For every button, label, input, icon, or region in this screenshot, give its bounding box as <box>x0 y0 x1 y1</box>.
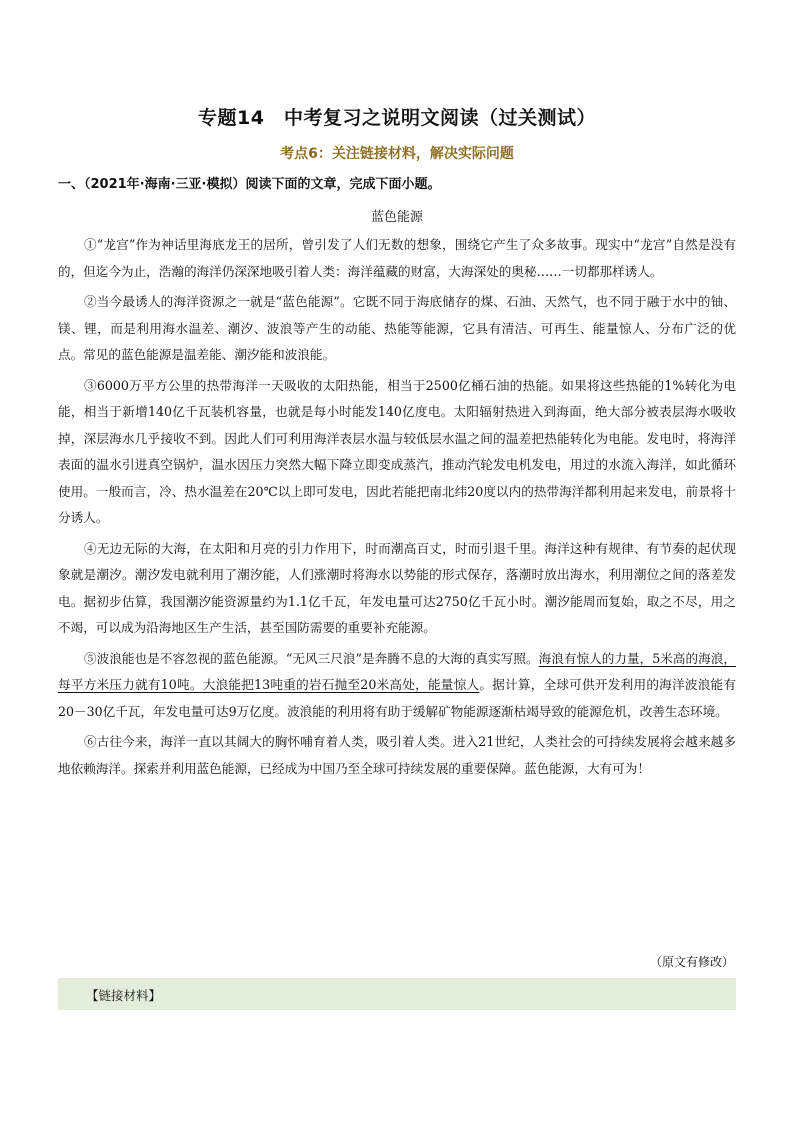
paragraph-5-intro: ⑤波浪能也是不容忽视的蓝色能源。“无风三尺浪”是奔腾不息的大海的真实写照。 <box>84 650 539 666</box>
paragraph-5 <box>58 646 736 726</box>
article-title: 蓝色能源 <box>370 210 423 225</box>
paragraph-3: ③6000万平方公里的热带海洋一天吸收的太阳热能，相当于2500亿桶石油的热能。如果将这些热能的1%转化为电能，相当于新增140亿千瓦装机容量，也就是每小时能发140亿度电。太阳辐射热进入到海面，绝大部分被表层海水吸收掉，深层海水几乎接收不到。因此人们可利用海洋表层水温与较低层水温之间的温差把热能转化为电能。发电时，将海洋表面的温水引进真空锅炉，温水因压力突然大幅下降立即变成蒸汽，推动汽轮发电机发电，用过的水流入海洋，如此循环使用。一般而言，冷、热水温差在20℃以上即可发电，因此若能把南北纬20度以内的热带海洋都利用起来发电，前景将十分诱人。 <box>58 377 736 525</box>
link-material-bar <box>58 978 736 1010</box>
source-note: （原文有修改） <box>649 955 734 969</box>
paragraph-5-rest: 。据计算，全球可供开发利用的海洋波浪能有20－30亿千瓦，年发电量可达9万亿度。波浪能的利用将有助于缓解矿物能源逐渐枯竭导致的能源危机，改善生态环境。 <box>58 677 736 719</box>
topic-subtitle: 考点6：关注链接材料，解决实际问题 <box>280 146 514 162</box>
paragraph-6: ⑥古往今来，海洋一直以其阔大的胸怀哺育着人类，吸引着人类。进入21世纪，人类社会的可持续发展将会越来越多地依赖海洋。探索并利用蓝色能源，已经成为中国乃至全球可持续发展的重要保障。蓝色能源，大有可为！ <box>58 734 736 776</box>
page-title: 专题14 中考复习之说明文阅读（过关测试） <box>198 107 596 129</box>
article-body <box>58 232 736 786</box>
link-material-label: 【链接材料】 <box>86 988 162 1003</box>
underlined-sentence: 海浪有惊人的力量，5米高的海浪，每平方米压力就有10吨。大浪能把13吨重的岩石抛至20米高处，能量惊人 <box>58 650 736 692</box>
question-stem: 一、（2021年·海南·三亚·模拟）阅读下面的文章，完成下面小题。 <box>58 177 441 192</box>
paragraph-4: ④无边无际的大海，在太阳和月亮的引力作用下，时而潮高百丈，时而引退千里。海洋这种有规律、有节奏的起伏现象就是潮汐。潮汐发电就利用了潮汐能，人们涨潮时将海水以势能的形式保存，落潮时放出海水，利用潮位之间的落差发电。据初步估算，我国潮汐能资源量约为1.1亿千瓦，年发电量可达2750亿千瓦小时。潮汐能周而复始，取之不尽，用之不竭，可以成为沿海地区生产生活，甚至国防需要的重要补充能源。 <box>58 540 736 635</box>
paragraph-2: ②当今最诱人的海洋资源之一就是“蓝色能源”。它既不同于海底储存的煤、石油、天然气，也不同于融于水中的铀、镁、锂，而是利用海水温差、潮汐、波浪等产生的动能、热能等能源，它具有清洁、可再生、能量惊人、分布广泛的优点。常见的蓝色能源是温差能、潮汐能和波浪能。 <box>58 294 736 362</box>
paragraph-1: ①“龙宫”作为神话里海底龙王的居所，曾引发了人们无数的想象，围绕它产生了众多故事。现实中“龙宫”自然是没有的，但迄今为止，浩瀚的海洋仍深深地吸引着人类：海洋蕴藏的财富，大海深处的奥秘……一切都那样诱人。 <box>58 237 736 279</box>
